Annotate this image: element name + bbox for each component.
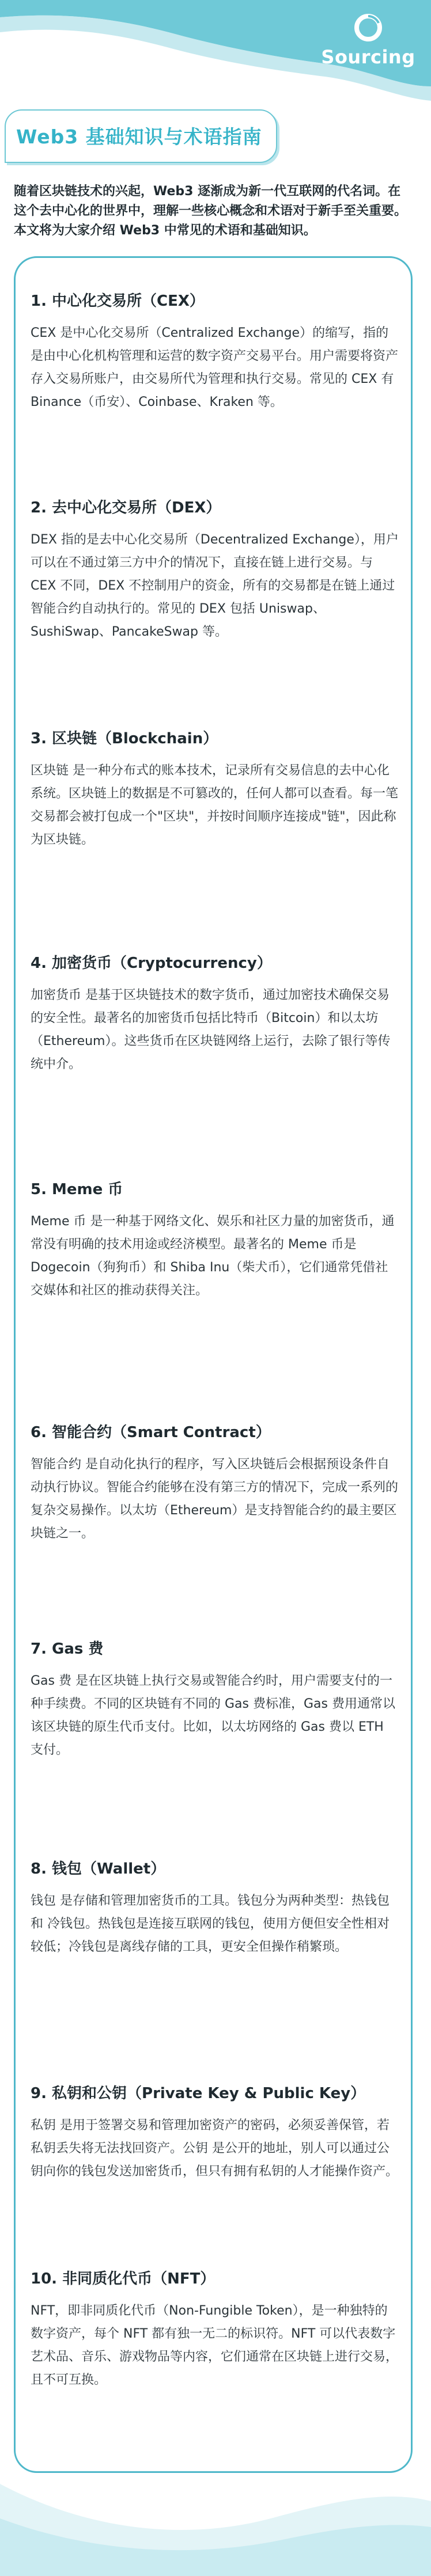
section-dex bbox=[31, 497, 399, 644]
section-cex bbox=[31, 291, 399, 414]
section-title: 5. Meme 币 bbox=[31, 1181, 123, 1198]
section-title: 7. Gas 费 bbox=[31, 1640, 104, 1658]
title-banner bbox=[5, 109, 277, 163]
section-title: 1. 中心化交易所（CEX） bbox=[31, 292, 205, 310]
brand-header bbox=[319, 13, 417, 68]
section-body: 私钥 是用于签署交易和管理加密资产的密码，必须妥善保管，若私钥丢失将无法找回资产。公钥 是公开的地址，别人可以通过公钥向你的钱包发送加密货币，但只有拥有私钥的人才能操作资产。 bbox=[31, 2118, 399, 2179]
section-body: 加密货币 是基于区块链技术的数字货币，通过加密技术确保交易的安全性。最著名的加密货币包括比特币（Bitcoin）和以太坊（Ethereum）。这些货币在区块链网络上运行，去除了银行等传统中介。 bbox=[31, 988, 391, 1072]
section-title: 3. 区块链（Blockchain） bbox=[31, 730, 218, 747]
brand-name: Sourcing bbox=[321, 46, 415, 68]
section-title: 4. 加密货币（Cryptocurrency） bbox=[31, 955, 272, 972]
section-title: 6. 智能合约（Smart Contract） bbox=[31, 1424, 271, 1441]
section-title: 9. 私钥和公钥（Private Key & Public Key） bbox=[31, 2085, 366, 2102]
section-body: CEX 是中心化交易所（Centralized Exchange）的缩写，指的是由中心化机构管理和运营的数字资产交易平台。用户需要将资产存入交易所账户，由交易所代为管理和执行交易。常见的 CEX 有 Binance（币安）、Coinbase、Kraken 等。 bbox=[31, 326, 399, 409]
section-cryptocurrency bbox=[31, 953, 399, 1076]
section-title: 10. 非同质化代币（NFT） bbox=[31, 2270, 216, 2288]
section-title: 2. 去中心化交易所（DEX） bbox=[31, 499, 221, 516]
section-blockchain bbox=[31, 728, 399, 852]
section-body: DEX 指的是去中心化交易所（Decentralized Exchange），用户可以在不通过第三方中介的情况下，直接在链上进行交易。与 CEX 不同，DEX 不控制用户的资金，所有的交易都是在链上通过智能合约自动执行的。常见的 DEX 包括 Uniswap、SushiSwap、PancakeSwap 等。 bbox=[31, 533, 399, 639]
page-title: Web3 基础知识与术语指南 bbox=[16, 126, 262, 148]
section-body: NFT，即非同质化代币（Non-Fungible Token），是一种独特的数字资产，每个 NFT 都有独一无二的标识符。NFT 可以代表数字艺术品、音乐、游戏物品等内容，它们通常在区块链上进行交易，且不可互换。 bbox=[31, 2304, 399, 2387]
section-body: 区块链 是一种分布式的账本技术，记录所有交易信息的去中心化系统。区块链上的数据是不可篡改的，任何人都可以查看。每一笔交易都会被打包成一个"区块"，并按时间顺序连接成"链"，因此称为区块链。 bbox=[31, 763, 399, 847]
section-smart-contract bbox=[31, 1422, 399, 1545]
title-box bbox=[5, 109, 277, 163]
section-body: 钱包 是存储和管理加密货币的工具。钱包分为两种类型：热钱包 和 冷钱包。热钱包是连接互联网的钱包，使用方便但安全性相对较低；冷钱包是离线存储的工具，更安全但操作稍繁琐。 bbox=[31, 1894, 390, 1954]
section-wallet bbox=[31, 1859, 399, 1959]
circle-logo-icon bbox=[353, 13, 383, 43]
section-gas-fee bbox=[31, 1639, 399, 1762]
section-body: Meme 币 是一种基于网络文化、娱乐和社区力量的加密货币，通常没有明确的技术用途或经济模型。最著名的 Meme 币是 Dogecoin（狗狗币）和 Shiba Inu（柴犬币），它们通常凭借社交媒体和社区的推动获得关注。 bbox=[31, 1214, 395, 1298]
section-meme-coin bbox=[31, 1179, 399, 1302]
section-body: Gas 费 是在区块链上执行交易或智能合约时，用户需要支付的一种手续费。不同的区块链有不同的 Gas 费标准，Gas 费用通常以该区块链的原生代币支付。比如，以太坊网络的 Gas 费以 ETH 支付。 bbox=[31, 1674, 395, 1757]
intro-paragraph: 随着区块链技术的兴起，Web3 逐渐成为新一代互联网的代名词。在这个去中心化的世界中，理解一些核心概念和术语对于新手至关重要。本文将为大家介绍 Web3 中常见的术语和基础知识。 bbox=[14, 184, 407, 238]
section-title: 8. 钱包（Wallet） bbox=[31, 1860, 166, 1878]
section-keys bbox=[31, 2083, 399, 2183]
section-nft bbox=[31, 2269, 399, 2392]
section-body: 智能合约 是自动化执行的程序，写入区块链后会根据预设条件自动执行协议。智能合约能够在没有第三方的情况下，完成一系列的复杂交易操作。以太坊（Ethereum）是支持智能合约的最主要区块链之一。 bbox=[31, 1457, 399, 1541]
content-card bbox=[14, 256, 413, 2473]
